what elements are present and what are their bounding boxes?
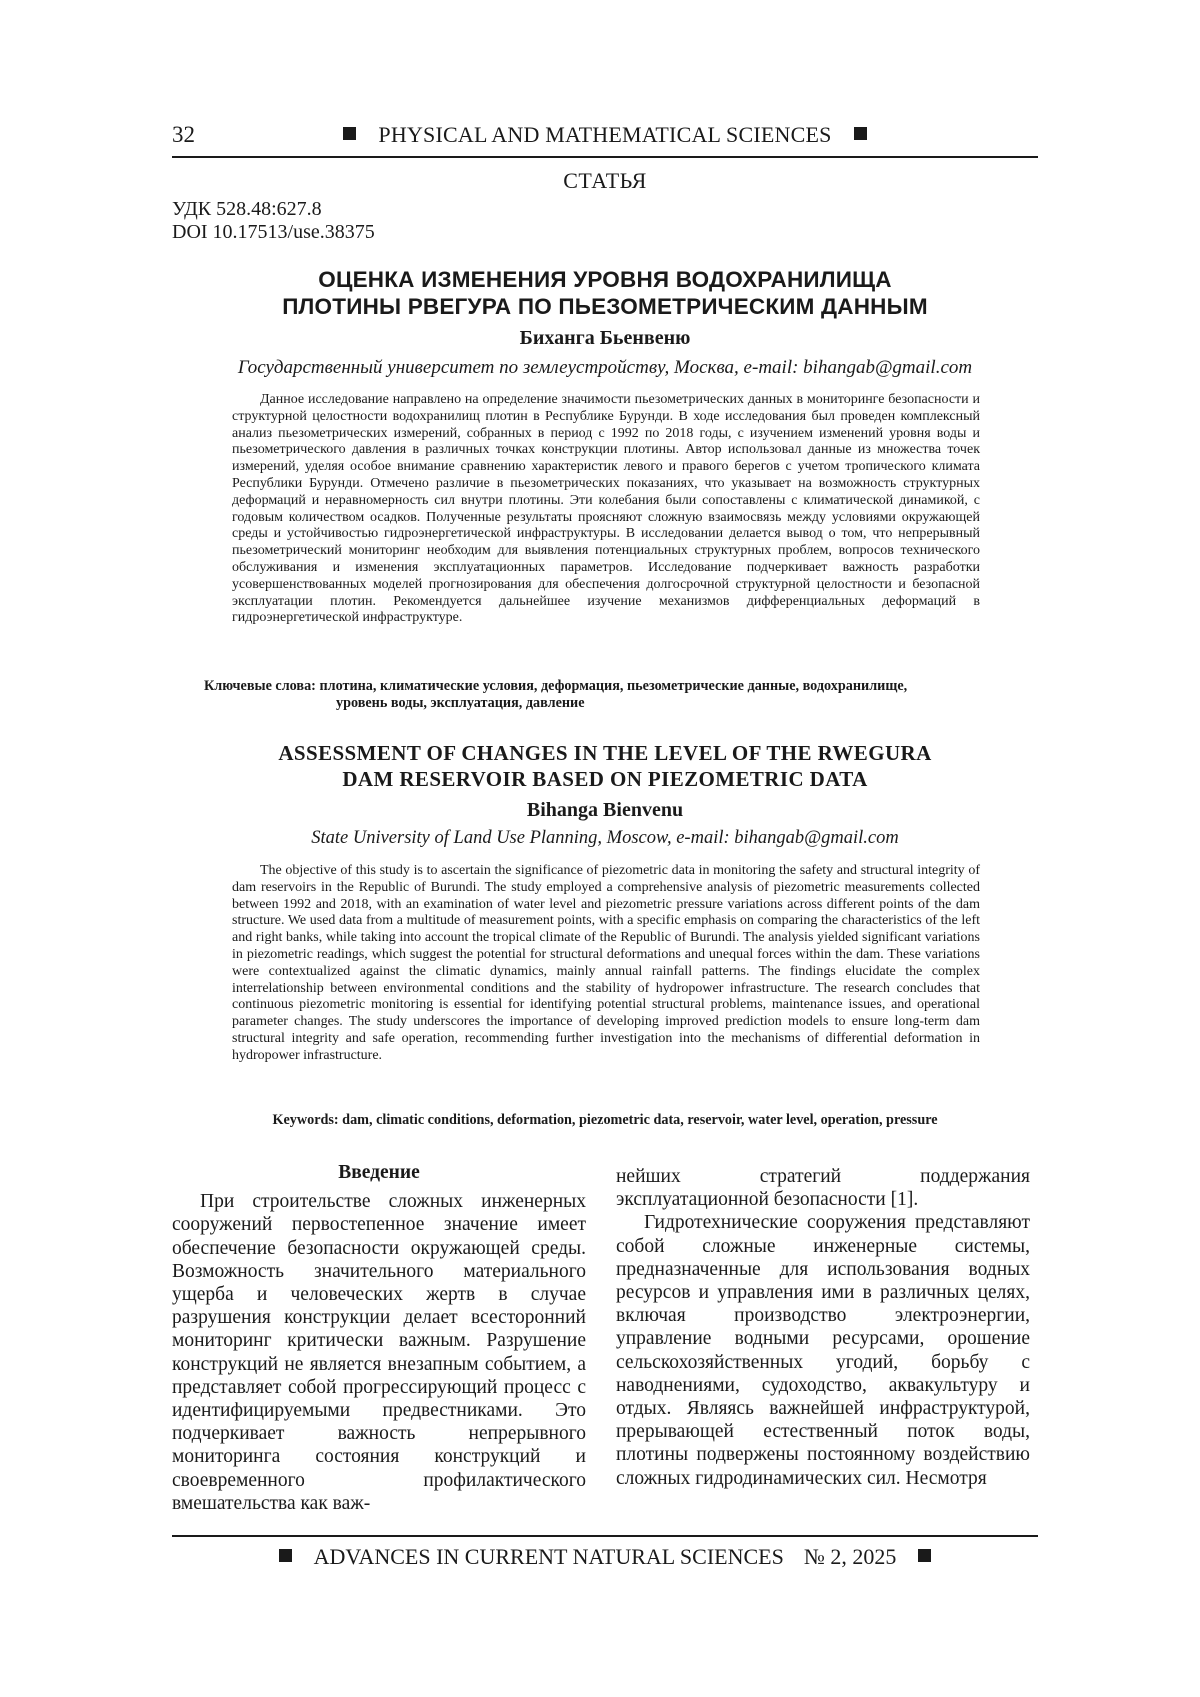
intro-heading: Введение [172,1161,586,1184]
body-column-right [616,1165,1030,1490]
journal-issue: № 2, 2025 [804,1544,897,1569]
doi-code: DOI 10.17513/use.38375 [172,221,375,244]
keywords-russian-line1: Ключевые слова: плотина, климатические условия, деформация, пьезометрические данные, водохранилище, [204,678,907,694]
article-page [0,0,1200,1697]
udk-code: УДК 528.48:627.8 [172,198,375,221]
journal-section-text: PHYSICAL AND MATHEMATICAL SCIENCES [378,122,831,147]
footer-rule [172,1535,1038,1537]
journal-name: ADVANCES IN CURRENT NATURAL SCIENCES [314,1544,784,1569]
title-english-line2: DAM RESERVOIR BASED ON PIEZOMETRIC DATA [172,766,1038,792]
running-footer [172,1544,1038,1570]
keywords-russian-line2: уровень воды, эксплуатация, давление [204,695,1014,712]
title-russian [172,266,1038,320]
body-paragraph: Гидротехнические сооружения представляют собой сложные инженерные системы, предназначенные для использования водных ресурсов и управления ими в различных целях, включая производство электроэнергии, управление водными ресурсами, орошение сельскохозяйственных угодий, борьбу с наводнениями, судоходство, аквакультуру и отдых. Являясь важнейшей инфраструктурой, прерывающей естественный поток воды, плотины подвержены постоянному воздействию сложных гидродинамических сил. Несмотря [616,1211,1030,1489]
article-identifiers [172,198,375,244]
affiliation-english: State University of Land Use Planning, Moscow, e-mail: bihangab@gmail.com [172,828,1038,849]
abstract-english: The objective of this study is to ascertain the significance of piezometric data in monitoring the safety and structural integrity of dam reservoirs in the Republic of Burundi. The study employed a comprehensive analysis of piezometric measurements collected between 1992 and 2018, with an examination of water level and piezometric pressure variations across different points of the dam structure. We used data from a multitude of measurement points, with a specific emphasis on comparing the characteristics of the left and right banks, while taking into account the tropical climate of the Republic of Burundi. The analysis yielded significant variations in piezometric readings, which suggest the potential for structural deformations and unequal forces within the dam. These variations were contextualized against the climatic dynamics, mainly annual rainfall patterns. The findings elucidate the complex interrelationship between environmental conditions and the stability of hydropower infrastructure. The research concludes that continuous piezometric monitoring is essential for identifying potential structural problems, maintenance issues, and operational parameter changes. The study underscores the importance of developing improved prediction models to ensure long-term dam structural integrity and safe operation, recommending further investigation into the mechanisms of differential deformation in hydropower infrastructure. [232,863,980,1065]
author-russian: Биханга Бьенвеню [172,327,1038,350]
body-paragraph: При строительстве сложных инженерных сооружений первостепенное значение имеет обеспечение безопасности окружающей среды. Возможность значительного материального ущерба и человеческих жертв в случае разрушения конструкции делает всесторонний мониторинг критически важным. Разрушение конструкций не является внезапным событием, а представляет собой прогрессирующий процесс с идентифицируемыми предвестниками. Это подчеркивает важность непрерывного мониторинга состояния конструкций и своевременного профилактического вмешательства как важ- [172,1190,586,1515]
title-russian-line1: ОЦЕНКА ИЗМЕНЕНИЯ УРОВНЯ ВОДОХРАНИЛИЩА [172,266,1038,293]
author-english: Bihanga Bienvenu [172,799,1038,822]
square-bullet-icon [918,1549,931,1562]
title-english-line1: ASSESSMENT OF CHANGES IN THE LEVEL OF THE RWEGURA [172,740,1038,766]
section-label: СТАТЬЯ [172,168,1038,194]
title-russian-line2: ПЛОТИНЫ РВЕГУРА ПО ПЬЕЗОМЕТРИЧЕСКИМ ДАННЫМ [172,293,1038,320]
journal-section-title [172,122,1038,148]
title-english [172,740,1038,792]
square-bullet-icon [279,1549,292,1562]
square-bullet-icon [343,127,356,140]
keywords-english: Keywords: dam, climatic conditions, deformation, piezometric data, reservoir, water level, operation, pressure [172,1112,1038,1129]
header-rule [172,156,1038,158]
square-bullet-icon [854,127,867,140]
running-header [172,120,1038,156]
abstract-russian: Данное исследование направлено на определение значимости пьезометрических данных в мониторинге безопасности и структурной целостности водохранилищ плотин в Республике Бурунди. В ходе исследования был проведен комплексный анализ пьезометрических измерений, собранных в период с 1992 по 2018 годы, с изучением изменений уровня воды и пьезометрического давления в различных точках конструкции плотины. Автор использовал данные из множества точек измерений, уделяя особое внимание сравнению характеристик левого и правого берегов с учетом тропического климата Республики Бурунди. Отмечено различие в пьезометрических показаниях, что указывает на возможность структурных деформаций и неравномерность сил внутри плотины. Эти колебания были сопоставлены с климатической динамикой, с годовым количеством осадков. Полученные результаты проясняют сложную взаимосвязь между условиями окружающей среды и устойчивостью гидроэнергетической инфраструктуры. В исследовании делается вывод о том, что непрерывный пьезометрический мониторинг необходим для выявления потенциальных структурных проблем, вопросов технического обслуживания и изменения эксплуатационных параметров. Исследование подчеркивает важность разработки усовершенствованных моделей прогнозирования для обеспечения долгосрочной структурной целостности и безопасной эксплуатации плотин. Рекомендуется дальнейшее изучение механизмов дифференциальных деформаций в гидроэнергетической инфраструктуре. [232,392,980,627]
body-paragraph-continued: нейших стратегий поддержания эксплуатационной безопасности [1]. [616,1165,1030,1211]
page-number: 32 [172,122,195,148]
affiliation-russian: Государственный университет по землеустройству, Москва, e-mail: bihangab@gmail.com [172,357,1038,379]
keywords-russian [204,678,1014,712]
body-column-left [172,1161,586,1515]
